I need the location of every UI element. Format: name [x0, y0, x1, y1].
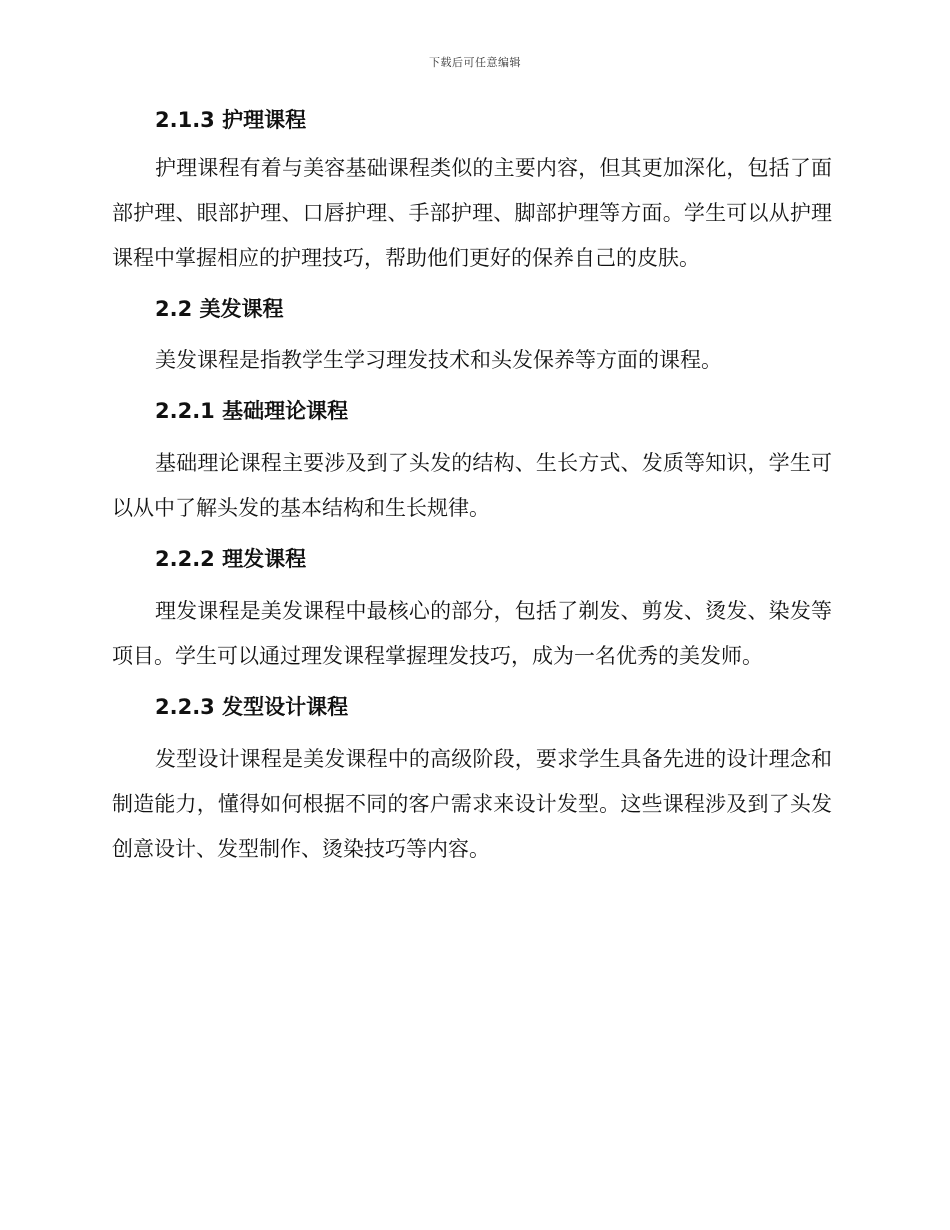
- section-paragraph-hairstyle-design-course: 发型设计课程是美发课程中的高级阶段，要求学生具备先进的设计理念和制造能力，懂得如何根据不同的客户需求来设计发型。这些课程涉及到了头发创意设计、发型制作、烫染技巧等内容。: [112, 747, 832, 861]
- section-heading-hairdressing-course: 2.2 美发课程: [155, 297, 284, 321]
- document-body: [112, 104, 832, 872]
- section-paragraph-basic-theory-course: 基础理论课程主要涉及到了头发的结构、生长方式、发质等知识，学生可以从中了解头发的基本结构和生长规律。: [112, 451, 832, 520]
- section-heading-nursing-course: 2.1.3 护理课程: [155, 108, 307, 132]
- section-heading-haircut-course: 2.2.2 理发课程: [155, 547, 307, 571]
- section-heading-hairstyle-design-course: 2.2.3 发型设计课程: [155, 695, 349, 719]
- section-paragraph-nursing-course: 护理课程有着与美容基础课程类似的主要内容，但其更加深化，包括了面部护理、眼部护理、口唇护理、手部护理、脚部护理等方面。学生可以从护理课程中掌握相应的护理技巧，帮助他们更好的保养自己的皮肤。: [112, 156, 832, 270]
- section-paragraph-haircut-course: 理发课程是美发课程中最核心的部分，包括了剃发、剪发、烫发、染发等项目。学生可以通过理发课程掌握理发技巧，成为一名优秀的美发师。: [112, 599, 832, 668]
- section-paragraph-hairdressing-course: 美发课程是指教学生学习理发技术和头发保养等方面的课程。: [155, 348, 722, 372]
- page-header: 下载后可任意编辑: [429, 56, 521, 69]
- section-heading-basic-theory-course: 2.2.1 基础理论课程: [155, 399, 349, 423]
